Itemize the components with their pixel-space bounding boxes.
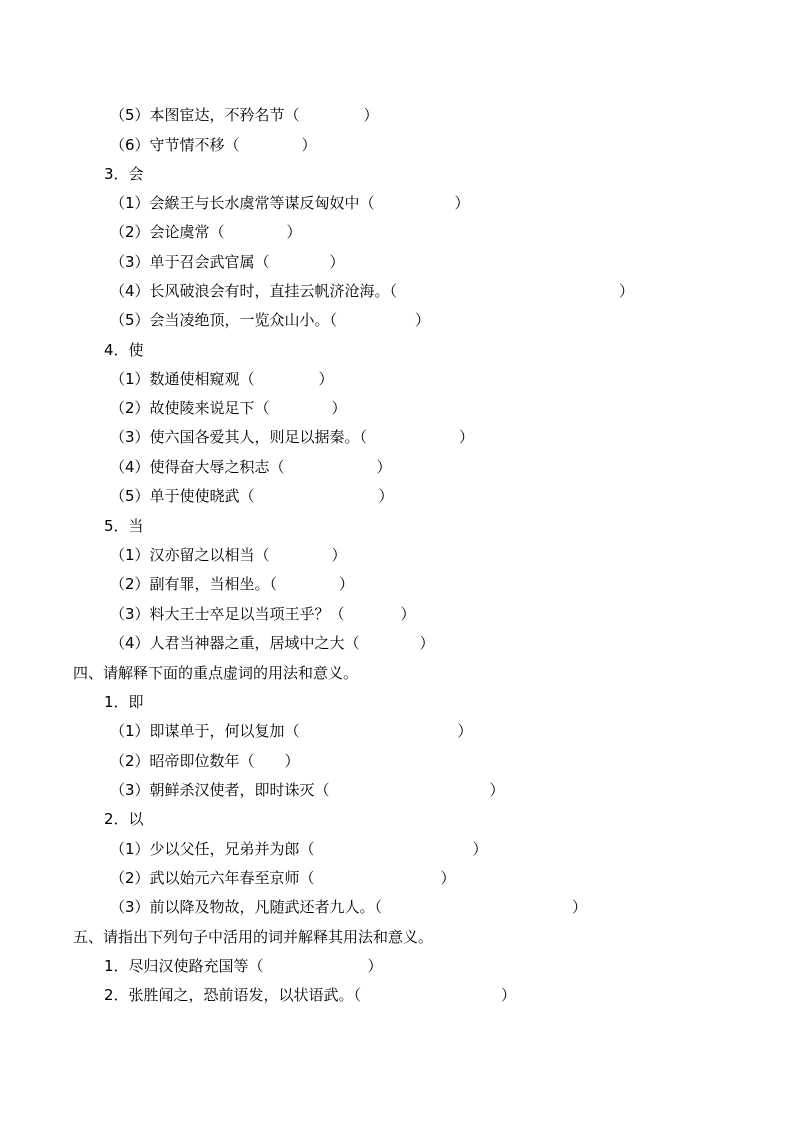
question-text: （1）汉亦留之以相当（ xyxy=(110,546,270,564)
closing-paren: ） xyxy=(329,253,345,271)
question-text: （1）即谋单于，何以复加（ xyxy=(110,722,300,740)
question-text: （3）前以降及物故，凡随武还者九人。（ xyxy=(110,898,383,916)
question-text: （1）数通使相窥观（ xyxy=(110,370,255,388)
closing-paren: ） xyxy=(367,957,383,975)
question-item xyxy=(110,779,505,801)
question-text: （3）使六国各爱其人，则足以据秦。（ xyxy=(110,428,368,446)
question-item xyxy=(110,104,379,126)
closing-paren: ） xyxy=(376,458,392,476)
question-text: 四、请解释下面的重点虚词的用法和意义。 xyxy=(73,664,359,682)
question-text: 5．当 xyxy=(104,517,144,535)
section-heading xyxy=(73,662,358,684)
question-item xyxy=(110,896,587,918)
question-item xyxy=(110,485,394,507)
section-heading xyxy=(73,926,433,948)
question-text: （2）昭帝即位数年（ xyxy=(110,752,255,770)
closing-paren: ） xyxy=(454,194,470,212)
closing-paren: ） xyxy=(419,634,435,652)
question-item xyxy=(110,251,345,273)
question-item xyxy=(110,309,430,331)
question-text: （5）会当凌绝顶，一览众山小。（ xyxy=(110,311,338,329)
question-item xyxy=(110,632,435,654)
closing-paren: ） xyxy=(501,986,517,1004)
closing-paren: ） xyxy=(459,428,475,446)
question-text: 1．尽归汉使路充国等（ xyxy=(104,957,264,975)
closing-paren: ） xyxy=(339,575,355,593)
subsection-heading xyxy=(104,808,144,830)
question-text: 1．即 xyxy=(104,693,144,711)
closing-paren: ） xyxy=(363,106,379,124)
closing-paren: ） xyxy=(284,752,300,770)
closing-paren: ） xyxy=(378,487,394,505)
question-text: （4）使得奋大辱之积志（ xyxy=(110,458,285,476)
question-item xyxy=(104,984,516,1006)
question-text: 4．使 xyxy=(104,341,144,359)
subsection-heading xyxy=(104,163,144,185)
question-item xyxy=(110,544,347,566)
question-item xyxy=(110,280,634,302)
question-item xyxy=(110,368,334,390)
question-text: （2）故使陵来说足下（ xyxy=(110,399,270,417)
question-item xyxy=(110,720,473,742)
closing-paren: ） xyxy=(318,370,334,388)
question-item xyxy=(110,573,354,595)
question-text: （5）单于使使晓武（ xyxy=(110,487,255,505)
subsection-heading xyxy=(104,691,144,713)
closing-paren: ） xyxy=(301,136,317,154)
question-text: （1）少以父任，兄弟并为郎（ xyxy=(110,840,315,858)
closing-paren: ） xyxy=(619,282,635,300)
question-text: （3）单于召会武官属（ xyxy=(110,253,270,271)
question-item xyxy=(110,134,317,156)
question-text: 2．以 xyxy=(104,810,144,828)
closing-paren: ） xyxy=(400,605,416,623)
closing-paren: ） xyxy=(457,722,473,740)
question-text: （1）会緱王与长水虞常等谋反匈奴中（ xyxy=(110,194,375,212)
question-item xyxy=(110,867,456,889)
question-item xyxy=(110,456,392,478)
closing-paren: ） xyxy=(415,311,431,329)
question-text: （4）长风破浪会有时，直挂云帆济沧海。（ xyxy=(110,282,398,300)
subsection-heading xyxy=(104,339,144,361)
question-text: （3）朝鲜杀汉使者，即时诛灭（ xyxy=(110,781,330,799)
question-text: 2．张胜闻之，恐前语发，以状语武。（ xyxy=(104,986,362,1004)
closing-paren: ） xyxy=(472,840,488,858)
question-text: （2）会论虞常（ xyxy=(110,223,225,241)
question-item xyxy=(110,426,474,448)
closing-paren: ） xyxy=(440,869,456,887)
closing-paren: ） xyxy=(331,399,347,417)
question-text: 五、请指出下列句子中活用的词并解释其用法和意义。 xyxy=(73,928,434,946)
question-text: （3）料大王士卒足以当项王乎？（ xyxy=(110,605,345,623)
question-item xyxy=(110,603,416,625)
closing-paren: ） xyxy=(489,781,505,799)
question-text: （2）武以始元六年春至京师（ xyxy=(110,869,315,887)
closing-paren: ） xyxy=(286,223,302,241)
question-item xyxy=(110,221,302,243)
question-item xyxy=(110,750,300,772)
question-item xyxy=(110,838,488,860)
question-item xyxy=(104,955,383,977)
closing-paren: ） xyxy=(331,546,347,564)
closing-paren: ） xyxy=(572,898,588,916)
question-item xyxy=(110,397,347,419)
question-text: 3．会 xyxy=(104,165,144,183)
question-text: （6）守节情不移（ xyxy=(110,136,240,154)
question-text: （2）副有罪，当相坐。（ xyxy=(110,575,278,593)
question-item xyxy=(110,192,470,214)
question-text: （5）本图宦达，不矜名节（ xyxy=(110,106,300,124)
subsection-heading xyxy=(104,515,144,537)
question-text: （4）人君当神器之重，居域中之大（ xyxy=(110,634,360,652)
